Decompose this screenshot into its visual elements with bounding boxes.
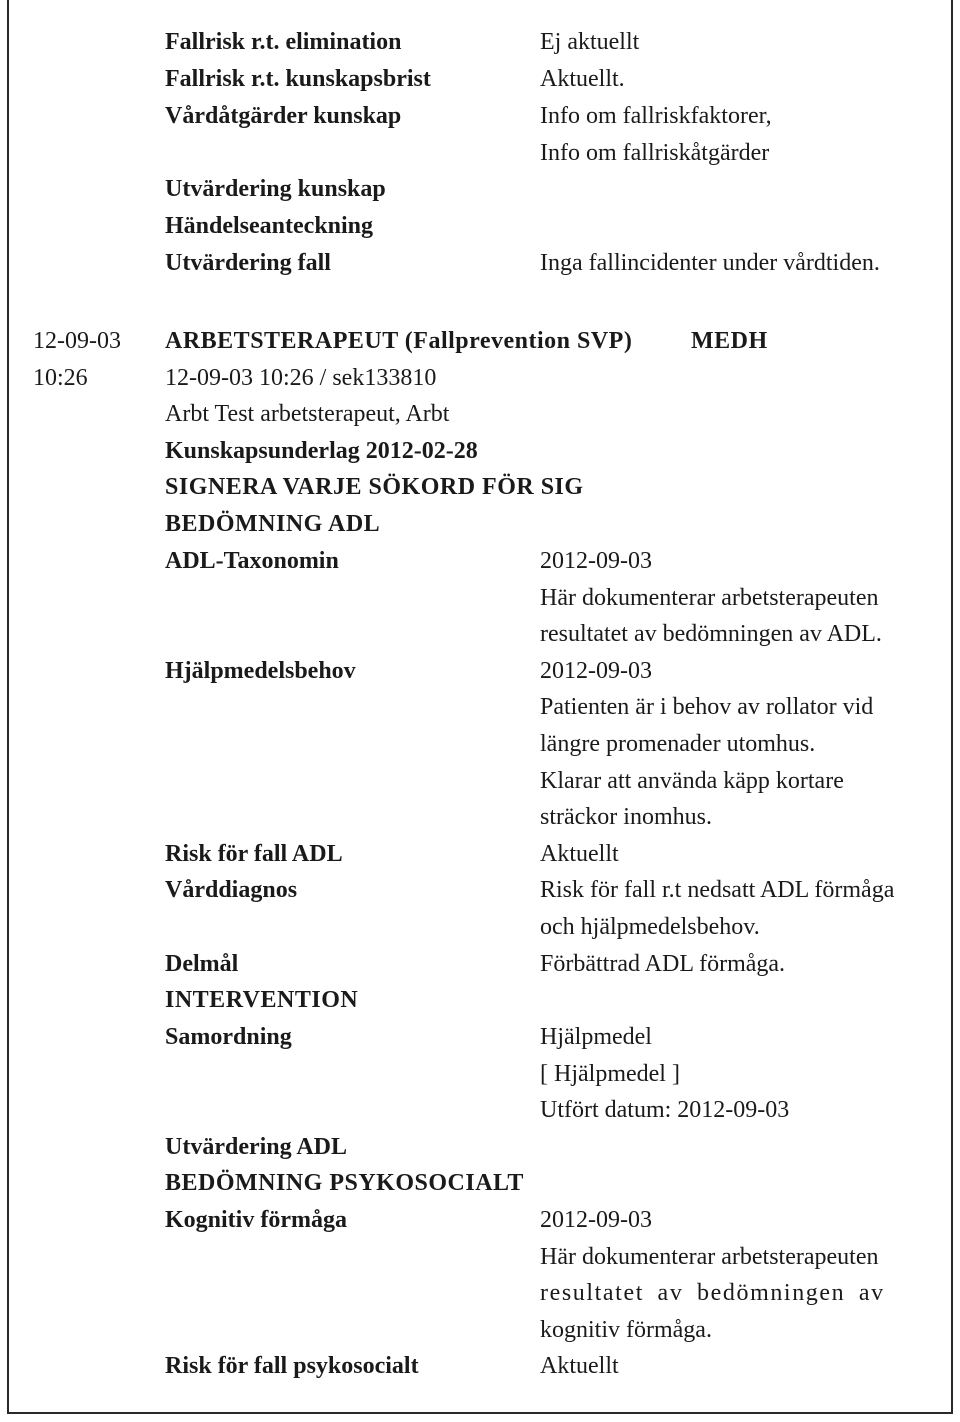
field-date: 2012-09-03 (540, 658, 652, 684)
field-label: Hjälpmedelsbehov (165, 658, 356, 684)
field-label: Delmål (165, 951, 239, 977)
field-label: Risk för fall psykosocialt (165, 1353, 419, 1379)
entry-time: 10:26 (33, 365, 88, 391)
entry-author: Arbt Test arbetsterapeut, Arbt (165, 401, 450, 427)
field-value: Aktuellt (540, 841, 619, 867)
field-value: Förbättrad ADL förmåga. (540, 951, 786, 977)
field-text: Risk för fall r.t nedsatt ADL förmåga (540, 877, 895, 903)
row-label: Utvärdering fall (165, 250, 331, 276)
entry-unit: MEDH (691, 328, 768, 354)
field-text: och hjälpmedelsbehov. (540, 914, 760, 940)
field-text: längre promenader utomhus. (540, 731, 816, 757)
row-label: Utvärdering kunskap (165, 176, 386, 202)
section-heading: BEDÖMNING ADL (165, 511, 381, 537)
field-text: Patienten är i behov av rollator vid (540, 694, 874, 720)
row-label: Fallrisk r.t. elimination (165, 29, 402, 55)
field-text: Klarar att använda käpp kortare (540, 768, 844, 794)
row-value: Info om fallriskfaktorer, (540, 103, 772, 129)
field-label: Kognitiv förmåga (165, 1207, 347, 1233)
section-heading: BEDÖMNING PSYKOSOCIALT (165, 1170, 524, 1196)
field-label: ADL-Taxonomin (165, 548, 339, 574)
row-value: Aktuellt. (540, 66, 625, 92)
section-heading: INTERVENTION (165, 987, 359, 1013)
row-label: Vårdåtgärder kunskap (165, 103, 402, 129)
field-label: Utvärdering ADL (165, 1134, 347, 1160)
field-text: Hjälpmedel (540, 1024, 652, 1050)
field-date: 2012-09-03 (540, 548, 652, 574)
row-value: Ej aktuellt (540, 29, 640, 55)
entry-instruction: SIGNERA VARJE SÖKORD FÖR SIG (165, 474, 584, 500)
field-text: resultatet av bedömningen av ADL. (540, 621, 882, 647)
field-text: resultatet av bedömningen av (540, 1280, 885, 1306)
field-text: sträckor inomhus. (540, 804, 712, 830)
row-label: Fallrisk r.t. kunskapsbrist (165, 66, 431, 92)
field-text: [ Hjälpmedel ] (540, 1061, 680, 1087)
entry-basis: Kunskapsunderlag 2012-02-28 (165, 438, 478, 464)
row-value: Inga fallincidenter under vårdtiden. (540, 250, 880, 276)
field-label: Risk för fall ADL (165, 841, 343, 867)
row-value: Info om fallriskåtgärder (540, 140, 770, 166)
entry-signed: 12-09-03 10:26 / sek133810 (165, 365, 437, 391)
field-text: Här dokumenterar arbetsterapeuten (540, 585, 879, 611)
entry-date: 12-09-03 (33, 328, 121, 354)
field-text: kognitiv förmåga. (540, 1317, 712, 1343)
field-label: Samordning (165, 1024, 292, 1050)
entry-title: ARBETSTERAPEUT (Fallprevention SVP) (165, 328, 633, 354)
field-date: 2012-09-03 (540, 1207, 652, 1233)
field-label: Vårddiagnos (165, 877, 298, 903)
field-value: Aktuellt (540, 1353, 619, 1379)
field-text: Utfört datum: 2012-09-03 (540, 1097, 790, 1123)
row-label: Händelseanteckning (165, 213, 374, 239)
field-text: Här dokumenterar arbetsterapeuten (540, 1244, 879, 1270)
